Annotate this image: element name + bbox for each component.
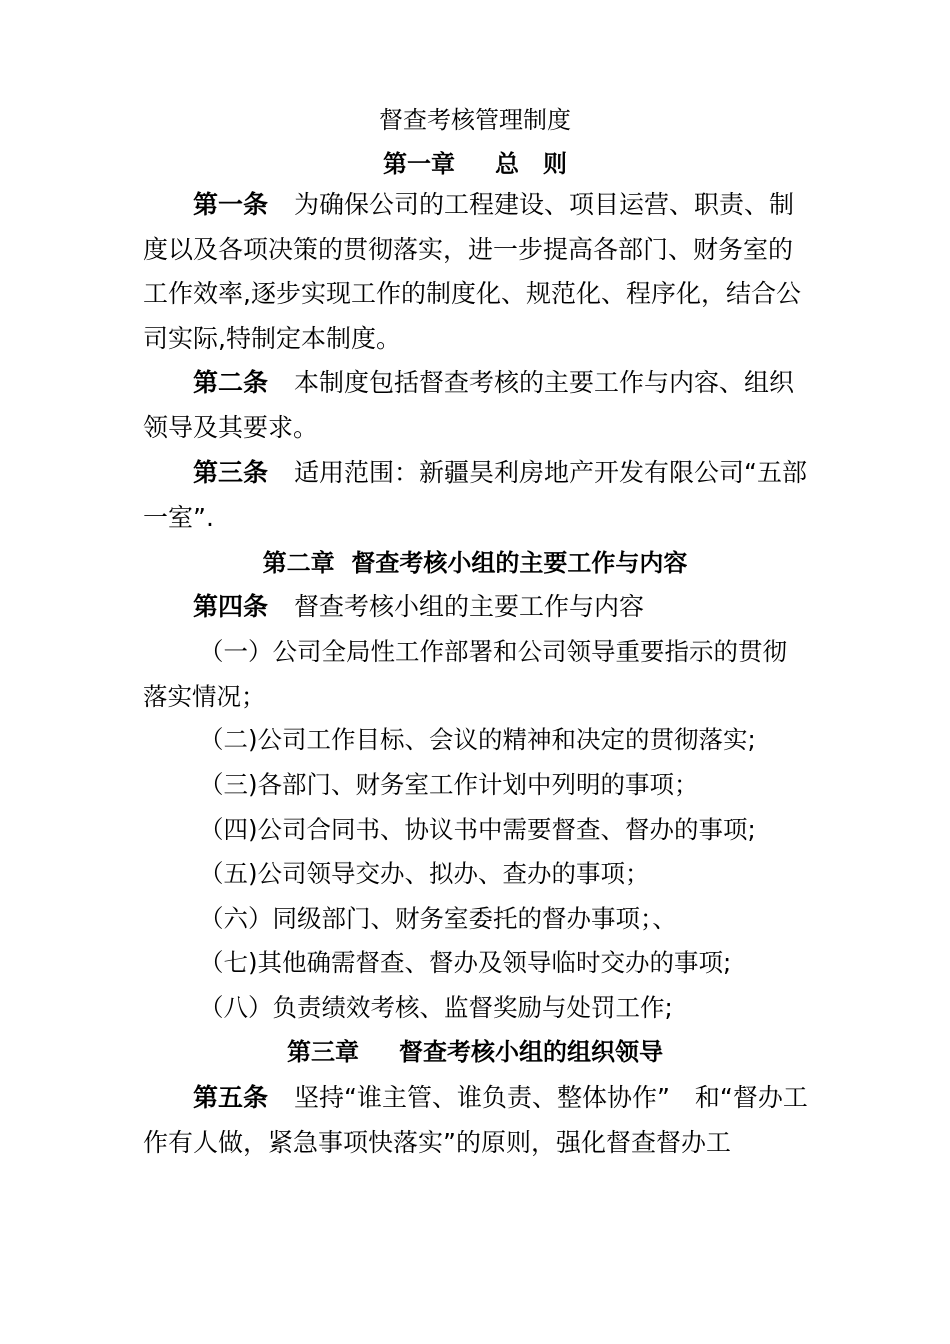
chapter-3-label: 第三章: [287, 1038, 359, 1066]
chapter-2-heading: [0, 545, 950, 581]
list-item: （八）负责绩效考核、监督奖励与处罚工作;: [199, 993, 673, 1022]
article-3-label: 第三条: [193, 458, 269, 487]
article-3-text: 适用范围：新疆昊利房地产开发有限公司“五部一室”.: [143, 458, 807, 532]
list-item: （三)各部门、财务室工作计划中列明的事项；: [199, 770, 699, 799]
list-item: （六）同级部门、财务室委托的督办事项；、: [199, 904, 677, 933]
article-3: [143, 451, 811, 540]
chapter-3-heading: [0, 1034, 950, 1070]
chapter-3-name: 督查考核小组的组织领导: [399, 1038, 663, 1066]
document-title: 督查考核管理制度: [379, 106, 571, 134]
article-1: [143, 183, 811, 361]
chapter-1-name: 总 则: [495, 150, 567, 178]
list-item: （五)公司领导交办、拟办、查办的事项；: [199, 859, 650, 888]
article-2: [143, 361, 811, 450]
article-5: [143, 1076, 811, 1165]
article-4-text: 督查考核小组的主要工作与内容: [294, 592, 645, 621]
list-item: （二)公司工作目标、会议的精神和决定的贯彻落实;: [199, 725, 756, 754]
article-4-label: 第四条: [193, 592, 269, 621]
list-item: （一）公司全局性工作部署和公司领导重要指示的贯彻落实情况；: [143, 637, 787, 711]
list-item: （四)公司合同书、协议书中需要督查、督办的事项;: [199, 815, 756, 844]
chapter-1-heading: [0, 146, 950, 182]
article-2-text: 本制度包括督查考核的主要工作与内容、组织领导及其要求。: [143, 368, 795, 442]
article-2-label: 第二条: [193, 368, 269, 397]
article-5-text: 坚持“谁主管、谁负责、整体协作” 和“督办工作有人做，紧急事项快落实”的原则，强化督查督办工: [143, 1083, 808, 1157]
list-item: （七)其他确需督查、督办及领导临时交办的事项;: [199, 948, 732, 977]
article-1-label: 第一条: [193, 190, 269, 219]
article-4: [143, 585, 811, 630]
chapter-1-label: 第一章: [383, 150, 455, 178]
article-5-label: 第五条: [193, 1083, 269, 1112]
chapter-2-label: 第二章: [262, 549, 335, 577]
article-1-text: 为确保公司的工程建设、项目运营、职责、制度以及各项决策的贯彻落实，进一步提高各部门、财务室的工作效率,逐步实现工作的制度化、规范化、程序化，结合公司实际,特制定本制度。: [143, 190, 801, 353]
chapter-2-name: 督查考核小组的主要工作与内容: [351, 549, 688, 577]
